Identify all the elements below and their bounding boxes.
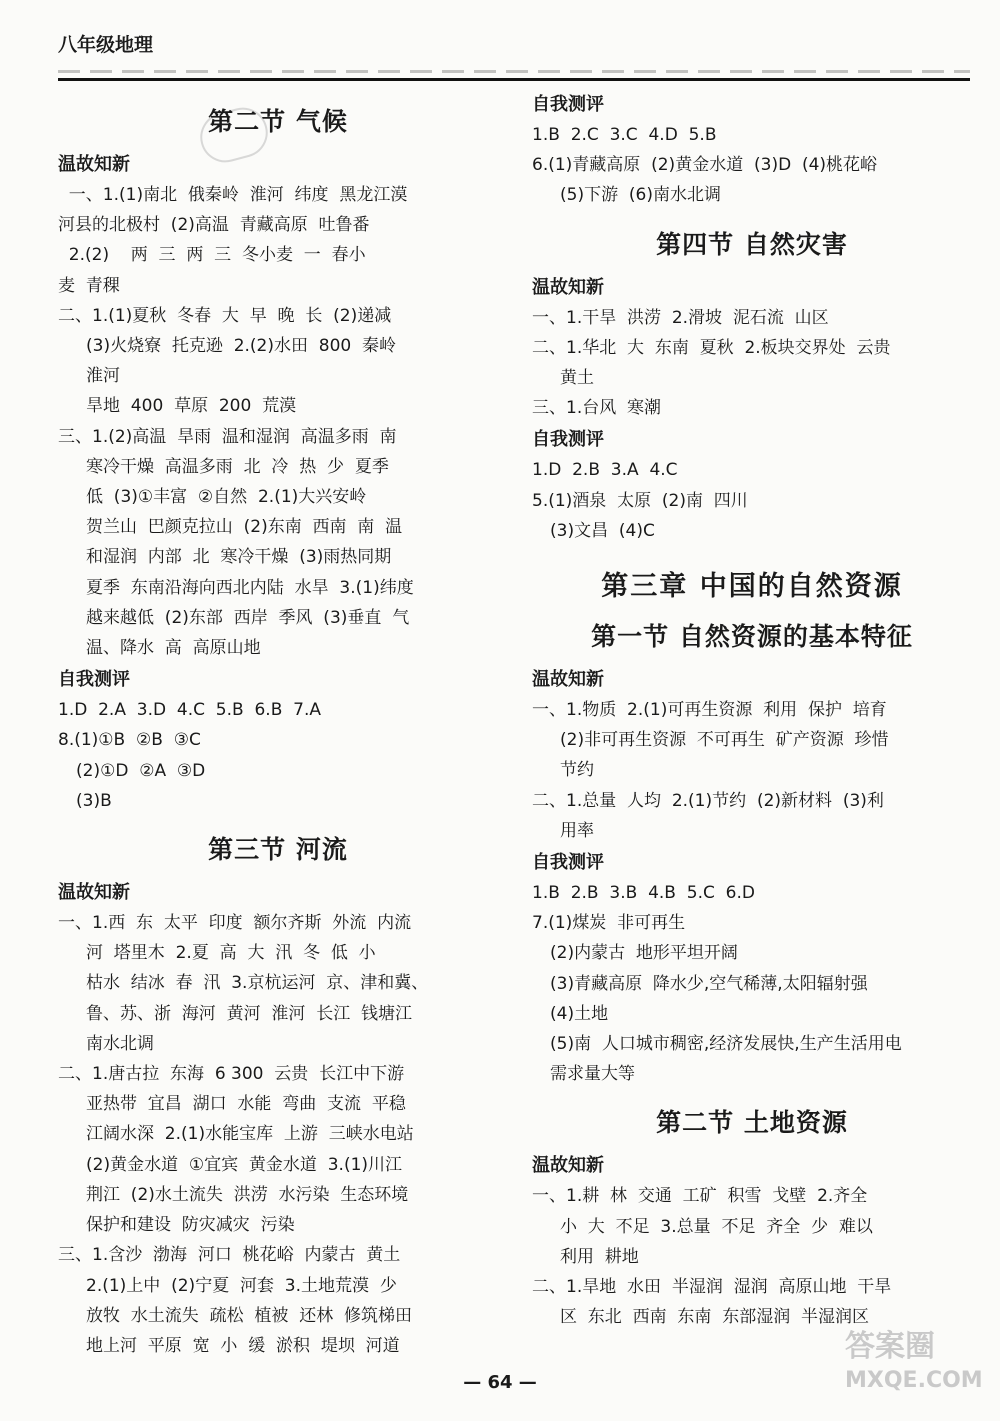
answer-line: 需求量大等 [550,1064,635,1085]
answer-line: 一、1.物质 2.(1)可再生资源 利用 保护 培育 [532,700,887,721]
left-column [58,88,498,1361]
section-heading: 第二节 气候 [208,107,348,136]
answer-line: 2.(1)上中 (2)宁夏 河套 3.土地荒漠 少 [86,1275,397,1296]
answer-line: 节约 [560,760,594,781]
right-column [532,88,972,1332]
answer-line: 越来越低 (2)东部 西岸 季风 (3)垂直 气 [86,607,410,628]
answer-line: 1.D 2.A 3.D 4.C 5.B 6.B 7.A [58,700,322,721]
answer-line: 三、1.(2)高温 旱雨 温和湿润 高温多雨 南 [58,426,397,447]
answer-line: 河县的北极村 (2)高温 青藏高原 吐鲁番 [58,215,370,236]
answer-line: 亚热带 宜昌 湖口 水能 弯曲 支流 平稳 [86,1094,406,1115]
section-heading: 第三节 河流 [208,835,348,865]
answer-line: 淮河 [86,366,120,387]
answer-line: 5.(1)酒泉 太原 (2)南 四川 [532,490,748,511]
answer-line: (2)内蒙古 地形平坦开阔 [550,943,738,964]
answer-line: 枯水 结冰 春 汛 3.京杭运河 京、津和冀、 [86,973,429,994]
answer-line: 南水北调 [86,1033,154,1054]
answer-line: 河 塔里木 2.夏 高 大 汛 冬 低 小 [86,943,376,964]
answer-line: 和湿润 内部 北 寒冷干燥 (3)雨热同期 [86,547,392,568]
subheading: 温故知新 [532,669,604,691]
answer-line: 放牧 水土流失 疏松 植被 还林 修筑梯田 [86,1305,413,1326]
answer-line: 贺兰山 巴颜克拉山 (2)东南 西南 南 温 [86,517,403,538]
watermark-line1: 答案圈 [845,1329,935,1364]
answer-line: (3)青藏高原 降水少,空气稀薄,太阳辐射强 [550,973,868,994]
answer-line: (5)下游 (6)南水北调 [560,185,721,206]
answer-line: 一、1.西 东 太平 印度 额尔齐斯 外流 内流 [58,913,412,934]
answer-line: 2.(2) 两 三 两 三 冬小麦 一 春小 [58,245,366,266]
subheading: 温故知新 [58,882,130,904]
answer-line: 二、1.(1)夏秋 冬春 大 早 晚 长 (2)递减 [58,305,392,326]
answer-line: 旱地 400 草原 200 荒漠 [86,396,297,417]
answer-line: 江阔水深 2.(1)水能宝库 上游 三峡水电站 [86,1124,414,1145]
answer-line: (3)B [76,790,112,811]
answer-line: 用率 [560,820,594,841]
subheading: 温故知新 [58,154,130,175]
answer-line: 寒冷干燥 高温多雨 北 冷 热 少 夏季 [86,456,389,477]
watermark-logo [845,1330,983,1398]
subheading: 温故知新 [532,1155,604,1177]
answer-line: (2)黄金水道 ①宜宾 黄金水道 3.(1)川江 [86,1154,403,1175]
answer-line: 一、1.干旱 洪涝 2.滑坡 泥石流 山区 [532,307,829,328]
subheading: 自我测评 [532,852,604,874]
answer-line: 三、1.台风 寒潮 [532,398,662,419]
answer-line: (5)南 人口城市稠密,经济发展快,生产生活用电 [550,1034,902,1055]
answer-line: 二、1.旱地 水田 半湿润 湿润 高原山地 干旱 [532,1277,892,1298]
answer-line: 二、1.总量 人均 2.(1)节约 (2)新材料 (3)利 [532,790,884,811]
answer-line: (2)非可再生资源 不可再生 矿产资源 珍惜 [560,730,889,751]
answer-line: 黄土 [560,368,594,389]
answer-line: (3)火烧寮 托克逊 2.(2)水田 800 秦岭 [86,336,397,357]
answer-line: 区 东北 西南 东南 东部湿润 半湿润区 [560,1307,870,1328]
answer-line: 保护和建设 防灾减灾 污染 [86,1215,295,1236]
answer-line: 利用 耕地 [560,1246,639,1267]
answer-line: 地上河 平原 宽 小 缓 淤积 堤坝 河道 [86,1335,400,1356]
subheading: 温故知新 [532,276,604,298]
answer-line: 1.D 2.B 3.A 4.C [532,460,678,481]
answer-line: 麦 青稞 [58,275,120,296]
answer-line: 8.(1)①B ②B ③C [58,730,201,751]
answer-line: 三、1.含沙 渤海 河口 桃花峪 内蒙古 黄土 [58,1245,401,1266]
answer-line: 鲁、苏、浙 海河 黄河 淮河 长江 钱塘江 [86,1003,413,1024]
answer-line: 二、1.华北 大 东南 夏秋 2.板块交界处 云贵 [532,337,891,358]
subheading: 自我测评 [532,94,604,115]
page-number: — 64 — [463,1372,537,1393]
page-number-value: 64 [487,1372,513,1393]
answer-line: 温、降水 高 高原山地 [86,638,261,659]
answer-line: 一、1.(1)南北 俄秦岭 淮河 纬度 黑龙江漠 [58,185,408,205]
answer-line: 7.(1)煤炭 非可再生 [532,913,686,934]
watermark-line2: MXQE.COM [845,1368,983,1393]
answer-line: 小 大 不足 3.总量 不足 齐全 少 难以 [560,1216,873,1237]
answer-line: 一、1.耕 林 交通 工矿 积雪 戈壁 2.齐全 [532,1186,868,1207]
answer-line: 6.(1)青藏高原 (2)黄金水道 (3)D (4)桃花峪 [532,155,878,176]
section-heading: 第一节 自然资源的基本特征 [591,622,913,652]
answer-line: 1.B 2.B 3.B 4.B 5.C 6.D [532,883,755,904]
answer-line: 夏季 东南沿海向西北内陆 水旱 3.(1)纬度 [86,577,414,598]
answer-line: 二、1.唐古拉 东海 6 300 云贵 长江中下游 [58,1064,405,1085]
subheading: 自我测评 [532,429,604,451]
book-title: 八年级地理 [58,34,154,56]
answer-line: 荆江 (2)水土流失 洪涝 水污染 生态环境 [86,1184,409,1205]
header-rule [58,78,970,81]
chapter-heading: 第三章 中国的自然资源 [601,571,903,603]
answer-line: (4)土地 [550,1003,609,1024]
section-heading: 第二节 土地资源 [656,1108,848,1138]
answer-line: 低 (3)①丰富 ②自然 2.(1)大兴安岭 [86,487,367,508]
header-dash-rule [58,70,970,73]
subheading: 自我测评 [58,669,130,691]
section-heading: 第四节 自然灾害 [656,229,848,259]
answer-line: (2)①D ②A ③D [76,760,206,781]
answer-line: 1.B 2.C 3.C 4.D 5.B [532,125,717,145]
answer-line: (3)文昌 (4)C [550,520,655,541]
